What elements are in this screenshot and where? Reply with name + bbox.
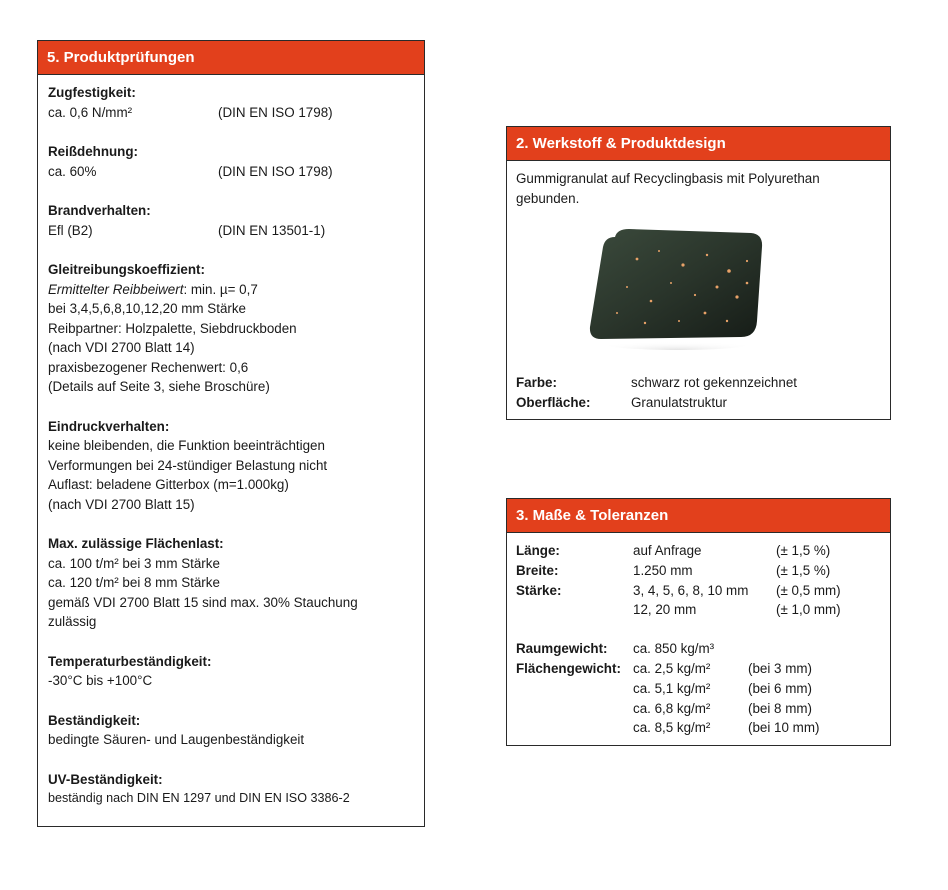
brandverhalten-title: Brandverhalten: bbox=[48, 203, 151, 218]
zugfestigkeit-title: Zugfestigkeit: bbox=[48, 85, 136, 100]
staerke-row bbox=[516, 581, 880, 601]
eindruck-line-4: (nach VDI 2700 Blatt 15) bbox=[48, 496, 195, 512]
gleitreibung-line-2: bei 3,4,5,6,8,10,12,20 mm Stärke bbox=[48, 301, 247, 316]
laenge-tolerance: (± 1,5 %) bbox=[776, 543, 831, 558]
reissdehnung-section bbox=[48, 142, 414, 181]
werkstoff-card bbox=[506, 126, 891, 420]
gleitreibung-title: Gleitreibungskoeffizient: bbox=[48, 262, 205, 277]
temperatur-title: Temperaturbeständigkeit: bbox=[48, 653, 212, 669]
staerke-tolerance-2: (± 1,0 mm) bbox=[776, 602, 841, 618]
flaechengewicht-note: (bei 6 mm) bbox=[748, 680, 812, 696]
rubber-mat-sample-image bbox=[587, 225, 767, 350]
zugfestigkeit-section bbox=[48, 83, 414, 122]
bestaendigkeit-title: Beständigkeit: bbox=[48, 712, 141, 728]
reibbeiwert-label: Ermittelter Reibbeiwert bbox=[48, 281, 184, 297]
reissdehnung-title: Reißdehnung: bbox=[48, 144, 139, 159]
eindruck-line-3: Auflast: beladene Gitterbox (m=1.000kg) bbox=[48, 477, 289, 492]
uv-section bbox=[48, 770, 414, 809]
raumgewicht-label: Raumgewicht: bbox=[516, 641, 608, 657]
farbe-label: Farbe: bbox=[516, 375, 557, 390]
staerke-tolerance-1: (± 0,5 mm) bbox=[776, 582, 841, 598]
flaechengewicht-label: Flächengewicht: bbox=[516, 660, 621, 676]
gleitreibung-line-4: (nach VDI 2700 Blatt 14) bbox=[48, 340, 195, 355]
staerke-row-2 bbox=[516, 600, 880, 620]
breite-value: 1.250 mm bbox=[633, 562, 693, 578]
brandverhalten-value: Efl (B2) bbox=[48, 222, 93, 238]
eindruckverhalten-section bbox=[48, 417, 414, 515]
breite-tolerance: (± 1,5 %) bbox=[776, 562, 831, 578]
laenge-value: auf Anfrage bbox=[633, 543, 702, 558]
temperatur-section bbox=[48, 652, 414, 691]
eindruck-line-2: Verformungen bei 24-stündiger Belastung nicht bbox=[48, 457, 328, 473]
staerke-label: Stärke: bbox=[516, 582, 562, 598]
masse-title: 3. Maße & Toleranzen bbox=[507, 499, 890, 533]
reibbeiwert-value: : min. µ= 0,7 bbox=[183, 281, 258, 297]
flaechenlast-line-3: gemäß VDI 2700 Blatt 15 sind max. 30% Stauchung bbox=[48, 594, 358, 610]
produktpruefungen-title: 5. Produktprüfungen bbox=[38, 41, 424, 75]
masse-card bbox=[506, 498, 891, 746]
gleitreibung-line-1 bbox=[48, 280, 414, 300]
flaechengewicht-note: (bei 8 mm) bbox=[748, 700, 812, 716]
staerke-value-2: 12, 20 mm bbox=[633, 602, 697, 618]
flaechengewicht-note: (bei 10 mm) bbox=[748, 720, 820, 736]
brandverhalten-section bbox=[48, 201, 414, 240]
flaechengewicht-value: ca. 5,1 kg/m² bbox=[633, 680, 711, 696]
zugfestigkeit-value: ca. 0,6 N/mm² bbox=[48, 104, 133, 120]
flaechengewicht-row bbox=[516, 659, 880, 679]
temperatur-value: -30°C bis +100°C bbox=[48, 673, 153, 688]
werkstoff-title: 2. Werkstoff & Produktdesign bbox=[507, 127, 890, 161]
flaechengewicht-value: ca. 6,8 kg/m² bbox=[633, 700, 711, 716]
flaechengewicht-value: ca. 2,5 kg/m² bbox=[633, 660, 711, 676]
oberflaeche-label: Oberfläche: bbox=[516, 394, 591, 410]
gleitreibung-section bbox=[48, 260, 414, 397]
flaechenlast-line-2: ca. 120 t/m² bei 8 mm Stärke bbox=[48, 575, 220, 590]
flaechenlast-line-1: ca. 100 t/m² bei 3 mm Stärke bbox=[48, 555, 220, 571]
brandverhalten-norm: (DIN EN 13501-1) bbox=[218, 222, 326, 238]
eindruck-line-1: keine bleibenden, die Funktion beeinträchtigen bbox=[48, 438, 325, 453]
flaechenlast-section bbox=[48, 534, 414, 632]
werkstoff-desc-line-1: Gummigranulat auf Recyclingbasis mit Polyurethan bbox=[516, 171, 820, 186]
flaechengewicht-row bbox=[516, 718, 880, 738]
gleitreibung-line-5: praxisbezogener Rechenwert: 0,6 bbox=[48, 359, 249, 375]
oberflaeche-value: Granulatstruktur bbox=[631, 394, 728, 410]
gleitreibung-line-6: (Details auf Seite 3, siehe Broschüre) bbox=[48, 379, 270, 394]
raumgewicht-value: ca. 850 kg/m³ bbox=[633, 641, 715, 657]
laenge-row bbox=[516, 541, 880, 561]
gleitreibung-line-3: Reibpartner: Holzpalette, Siebdruckboden bbox=[48, 320, 297, 336]
produktpruefungen-card bbox=[37, 40, 425, 827]
bestaendigkeit-value: bedingte Säuren- und Laugenbeständigkeit bbox=[48, 732, 305, 747]
zugfestigkeit-norm: (DIN EN ISO 1798) bbox=[218, 104, 333, 120]
flaechengewicht-row bbox=[516, 699, 880, 719]
staerke-value-1: 3, 4, 5, 6, 8, 10 mm bbox=[633, 582, 749, 598]
farbe-value: schwarz rot gekennzeichnet bbox=[631, 375, 797, 390]
reissdehnung-value: ca. 60% bbox=[48, 163, 97, 179]
flaechengewicht-note: (bei 3 mm) bbox=[748, 660, 812, 676]
uv-title: UV-Beständigkeit: bbox=[48, 771, 163, 787]
bestaendigkeit-section bbox=[48, 711, 414, 750]
eindruckverhalten-title: Eindruckverhalten: bbox=[48, 418, 170, 434]
laenge-label: Länge: bbox=[516, 543, 560, 558]
werkstoff-desc-line-2: gebunden. bbox=[516, 190, 580, 206]
flaechenlast-line-4: zulässig bbox=[48, 614, 97, 629]
breite-row bbox=[516, 561, 880, 581]
flaechengewicht-value: ca. 8,5 kg/m² bbox=[633, 720, 711, 736]
uv-value: beständig nach DIN EN 1297 und DIN EN ISO 3386-2 bbox=[48, 791, 350, 805]
flaechenlast-title: Max. zulässige Flächenlast: bbox=[48, 536, 224, 551]
raumgewicht-row bbox=[516, 639, 880, 659]
reissdehnung-norm: (DIN EN ISO 1798) bbox=[218, 163, 333, 179]
breite-label: Breite: bbox=[516, 562, 559, 578]
flaechengewicht-row bbox=[516, 679, 880, 699]
